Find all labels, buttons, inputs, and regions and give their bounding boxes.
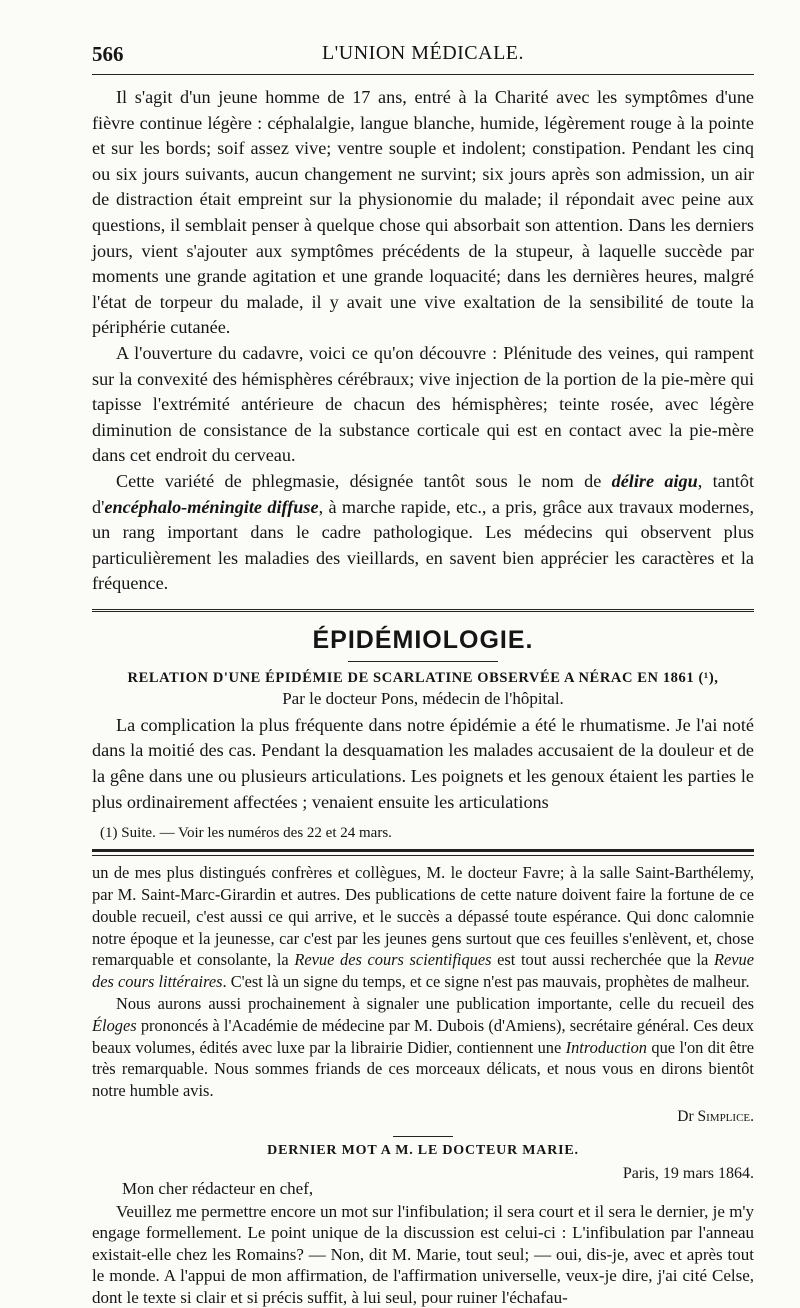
title-rule	[348, 661, 498, 662]
letter-heading: DERNIER MOT A M. LE DOCTEUR MARIE.	[267, 1142, 579, 1158]
letter-dateline: Paris, 19 mars 1864.	[622, 1164, 754, 1182]
title-revue-scientifiques: Revue des cours scientifiques	[294, 950, 492, 970]
autopsy-paragraph: A l'ouverture du cadavre, voici ce qu'on découvre : Plénitude des veines, qui rampent sur la convexité des hémisphères cérébraux; vive injection de la portion de la pie-mère qui tapisse l'extrémité antérieure de chacun des hémisphères; teinte rosée, avec légère diminution de consistance de la substance corticale qui est en contact avec la pie-mère dans cet endroit du cerveau.	[92, 342, 754, 466]
letter-column	[92, 1201, 754, 1308]
article-byline: Par le docteur Pons, médecin de l'hôpital.	[282, 688, 564, 708]
journal-title: L'UNION MÉDICALE.	[321, 42, 525, 64]
letter-salutation: Mon cher rédacteur en chef,	[122, 1178, 314, 1198]
term-delire-aigu: délire aigu	[611, 470, 698, 491]
title-introduction: Introduction	[565, 1037, 647, 1057]
footnote: (1) Suite. — Voir les numéros des 22 et 24 mars.	[100, 825, 392, 842]
section-title: ÉPIDÉMIOLOGIE.	[312, 625, 534, 654]
article-column	[92, 85, 754, 597]
case-paragraph: Il s'agit d'un jeune homme de 17 ans, entré à la Charité avec les symptômes d'une fièvre continue légère : céphalalgie, langue blanche, humide, légèrement rouge à la pointe et sur les bords; soif assez vive; ventre souple et indolent; constipation. Pendant les cinq ou six jours suivants, aucun changement ne survint; six jours après son admission, un air de distraction était empreint sur la physionomie du malade; il répondait avec peine aux questions, il semblait penser à quelque chose qui absorbait son attention. Dans les derniers jours, vient s'ajouter aux symptômes précédents de la stupeur, à laquelle succède par moments une grande agitation et une grande loquacité; dans les dernières heures, malgré l'état de torpeur du malade, il y avait une vive exaltation de la sensibilité de toute la périphérie cutanée.	[92, 87, 754, 338]
feuilleton-rule-thin	[92, 855, 754, 856]
title-eloges: Éloges	[92, 1015, 137, 1035]
feuilleton-paragraph-1: un de mes plus distingués confrères et collègues, M. le docteur Favre; à la salle Saint-Barthélemy, par M. Saint-Marc-Girardin et autres. Des publications de cette nature doivent faire la fortune de ce double recueil, c'est aussi ce qui arrive, et le succès a dépassé toute espérance. Qui donc calomnie notre époque et la jeunesse, car c'est par les jeunes gens surtout que ces feuilles s'enlèvent, et, chose remarquable et consolante, la Revue des cours scientifiques est tout aussi recherchée que la Revue des cours littéraires. C'est là un signe du temps, et ce signe n'est pas mauvais, prophètes de malheur.	[92, 863, 754, 992]
section-rule	[92, 609, 754, 612]
feuilleton-rule	[92, 849, 754, 852]
page	[92, 40, 754, 1308]
epidemic-paragraph: La complication la plus fréquente dans notre épidémie a été le rhumatisme. Je l'ai noté dans la moitié des cas. Pendant la desquamation les malades accusaient de la douleur et de la gêne dans une ou plusieurs articulations. Les poignets et les genoux étaient les parties le plus ordinairement affectées ; venaient ensuite les articulations	[92, 714, 754, 812]
conclusion-paragraph: Cette variété de phlegmasie, désignée tantôt sous le nom de délire aigu, tantôt d'encéphalo-méningite diffuse, à marche rapide, etc., a pris, grâce aux travaux modernes, un rang important dans le cadre pathologique. Les médecins qui observent plus particulièrement les maladies des vieillards, en savent bien apprécier les caractères et la fréquence.	[92, 470, 755, 594]
feuilleton-column	[92, 862, 754, 1128]
letter-paragraph: Veuillez me permettre encore un mot sur l'infibulation; il sera court et il sera le dernier, je m'y engage formellement. Le point unique de la discussion est celui-ci : L'infibulation par l'anneau existait-elle chez les Romains? — Non, dit M. Marie, tout seul; — oui, dis-je, avec et après tout le monde. A l'appui de mon affirmation, de l'affirmation universelle, veux-je dire, j'ai cité Celse, dont le texte si clair et si précis suffit, à lui seul, pour ruiner l'échafau-	[92, 1201, 754, 1307]
page-number: 566	[92, 42, 124, 66]
article-heading: RELATION D'UNE ÉPIDÉMIE DE SCARLATINE OBSERVÉE A NÉRAC EN 1861 (¹),	[127, 669, 719, 686]
running-head	[92, 40, 754, 74]
title-revue-litteraires: Revue des cours littéraires	[92, 950, 754, 992]
header-rule	[92, 74, 754, 75]
feuilleton-paragraph-2: Nous aurons aussi prochainement à signaler une publication importante, celle du recueil des Éloges prononcés à l'Académie de médecine par M. Dubois (d'Amiens), secrétaire général. Ces deux beaux volumes, édités avec luxe par la librairie Didier, contiennent une Introduction que l'on dit être très remarquable. Nous sommes friands de ces morceaux délicats, et nous vous en dirons bientôt notre humble avis.	[92, 994, 754, 1101]
letter-rule	[393, 1136, 453, 1137]
term-encephalo-meningite: encéphalo-méningite diffuse	[104, 496, 319, 517]
epidemic-column	[92, 713, 754, 815]
signature: Dr Simplice.	[677, 1108, 754, 1126]
